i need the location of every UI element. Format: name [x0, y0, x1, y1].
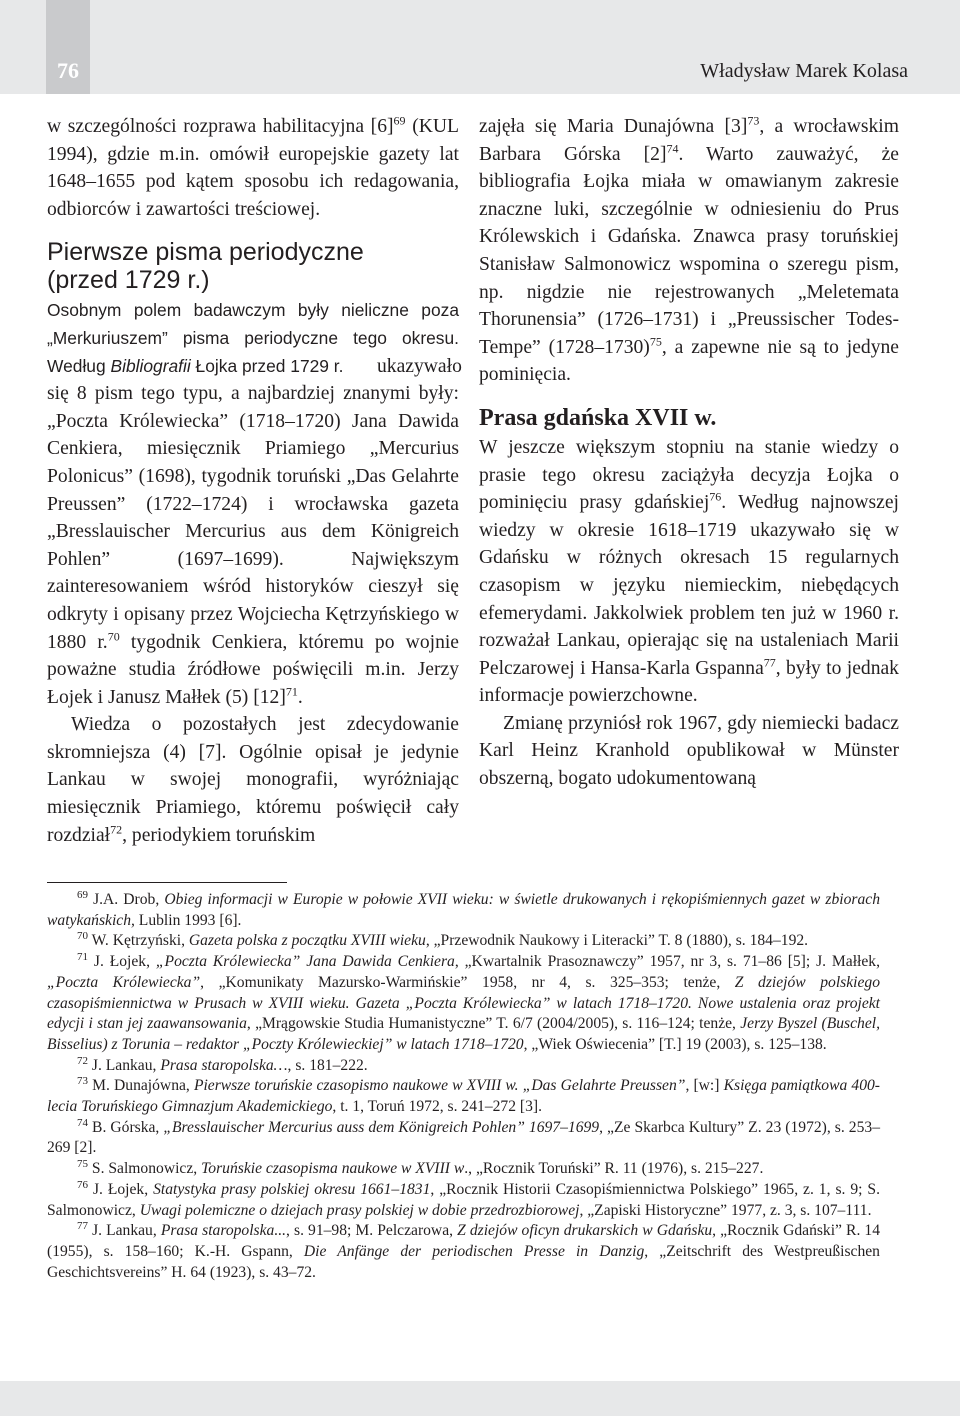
footnote: $^{74}$ B. Górska, „Bresslauischer Mercurius auss dem Königreich Pohlen” 1697–1699, „Ze Skarbca Kultury” Z. 23 (1972), s. 253–269 [2]. [47, 1116, 880, 1157]
left-column [47, 113, 462, 849]
paragraph: Zmianę przyniósł rok 1967, gdy niemiecki badacz Karl Heinz Kranhold opublikował w Münster obszerną, bogato udokumentowaną [479, 712, 899, 790]
paragraph: Osobnym polem badawczym były nieliczne poza „Merkuriuszem” pisma periodyczne tego okresu. Według Bibliografii Łojka przed 1729 r. [47, 300, 459, 376]
footnote-ref[interactable]: 77 [763, 655, 776, 670]
paragraph: Wiedza o pozostałych jest zdecydowanie skromniejsza (4) [7]. Ogólnie opisał je jedynie Lankau w swojej monografii, wyróżniając miesięcznik Priamiego, któremu poświęcił cały rozdział$^{72}$, periodykiem toruńskim [47, 714, 459, 846]
footnote: $^{75}$ S. Salmonowicz, Toruńskie czasopisma naukowe w XVIII w., „Rocznik Toruński” R. 11 (1976), s. 215–227. [77, 1157, 764, 1178]
footnote: $^{73}$ M. Dunajówna, Pierwsze toruńskie czasopismo naukowe w XVIII w. „Das Gelahrte Preussen”, [w:] Księga pamiątkowa 400-lecia Toruńskiego Gimnazjum Akademickiego, t. 1, Toruń 1972, s. 241–272 [3]. [47, 1075, 880, 1116]
running-head-author: Władysław Marek Kolasa [700, 60, 908, 82]
page-number: 76 [57, 58, 79, 83]
section-heading: Pierwsze pisma periodyczne (przed 1729 r.) [47, 238, 364, 295]
paragraph: ukazywało się 8 pism tego typu, a najbardziej znanymi były: „Poczta Królewiecka” (1718–1720) Jana Dawida Cenkiera, miesięcznik Priamiego „Mercurius Polonicus” (1698), tygodnik toruński „Das Gelahrte Preussen” (1722–1724) i wrocławska gazeta „Bresslauischer Mercurius aus dem Königreich Pohlen” (1697–1699). Największym zainteresowaniem wśród historyków cieszył się odkryty i opisany przez Wojciecha Kętrzyńskiego w 1880 r.$^{70}$ tygodnik Cenkiera, któremu po wojnie poważne studia źródłowe poświęcili m.in. Jerzy Łojek i Janusz Małłek (5) $[12]^{71}$. [47, 355, 462, 708]
footnote-ref[interactable]: 73 [747, 113, 760, 128]
footnote-ref[interactable]: 75 [649, 334, 662, 349]
footnote-ref[interactable]: 74 [666, 141, 679, 156]
footnote: $^{72}$ J. Lankau, Prasa staropolska…, s. 181–222. [77, 1054, 368, 1074]
footnote-ref[interactable]: 71 [285, 684, 298, 699]
paragraph: zajęła się Maria Dunajówna $[3]^{73}$, a wrocławskim Barbara Górska $[2]^{74}$. Warto zauważyć, że bibliografia Łojka miała w omawianym zakresie znaczne luki, szczególnie w odniesieniu do Prus Królewskich i Gdańska. Znawca prasy toruńskiej Stanisław Salmonowicz wspomina o szeregu pism, np. nigdzie nie rejestrowanych „Meletemata Thorunensia” (1726–1731) i „Preussischer Todes-Tempe” (1728–1730)$^{75}$, a zapewne nie są to jedyne pominięcia. [479, 113, 899, 386]
paragraph: w szczególności rozprawa habilitacyjna $[6]^{69}$ (KUL 1994), gdzie m.in. omówił europejskie gazety lat 1648–1655 pod kątem sposobu ich redagowania, odbiorców i zawartości treściowej. [47, 113, 459, 220]
section-heading: Prasa gdańska XVII w. [479, 404, 717, 431]
footnote: $^{77}$ J. Lankau, Prasa staropolska..., s. 91–98; M. Pelczarowa, Z dziejów oficyn drukarskich w Gdańsku, „Rocznik Gdański” R. 14 (1955), s. 158–160; K.-H. Gspann, Die Anfänge der periodischen Presse in Danzig, „Zeitschrift des Westpreußischen Geschichtsvereins” H. 64 (1923), s. 43–72. [47, 1220, 881, 1281]
paragraph: W jeszcze większym stopniu na stanie wiedzy o prasie tego okresu zaciążyła decyzja Łojka o pominięciu prasy gdańskiej$^{76}$. Według najnowszej wiedzy w okresie 1618–1719 ukazywało się w Gdańsku w różnych okresach 15 regularnych czasopism w języku niemieckim, niebędących efemerydami. Jakkolwiek problem ten już w 1960 r. rozważał Lankau, opierając się na ustaleniach Marii Pelczarowej i Hansa-Karla Gspanna$^{77}$, były to jednak informacje powierzchowne. [479, 436, 899, 707]
footnote: $^{70}$ W. Kętrzyński, Gazeta polska z początku XVIII wieku, „Przewodnik Naukowy i Literacki” T. 8 (1880), s. 184–192. [77, 930, 809, 950]
footnote: $^{76}$ J. Łojek, Statystyka prasy polskiej okresu 1661–1831, „Rocznik Historii Czasopiśmiennictwa Polskiego” 1965, z. 1, s. 9; S. Salmonowicz, Uwagi polemiczne o dziejach prasy polskiej w dobie przedrozbiorowej, „Zapiski Historyczne” 1977, z. 3, s. 107–111. [47, 1178, 880, 1219]
footnote-ref[interactable]: 69 [393, 113, 406, 128]
footnote: $^{71}$ J. Łojek, „Poczta Królewiecka” Jana Dawida Cenkiera, „Kwartalnik Prasoznawczy” 1957, nr 3, s. 71–86 [5]; J. Małłek, „Poczta Królewiecka”, „Komunikaty Mazursko-Warmińskie” 1958, nr 4, s. 325–353; tenże, Z dziejów polskiego czasopiśmiennictwa w Prusach w XVIII wieku. Gazeta „Poczta Królewiecka” w latach 1718–1720. Nowe ustalenia oraz projekt edycji i stan jej zaawansowania, „Mrągowskie Studia Humanistyczne” T. 6/7 (2004/2005), s. 116–124; tenże, Jerzy Byszel (Buschel, Bisselius) z Torunia – redaktor „Poczty Królewieckiej” w latach 1718–1720, „Wiek Oświecenia” [T.] 19 (2003), s. 125–138. [47, 950, 880, 1053]
footnotes [47, 890, 880, 1283]
footnote-ref[interactable]: 70 [107, 628, 120, 643]
footnote-ref[interactable]: 76 [709, 489, 722, 504]
footnote-ref[interactable]: 72 [110, 822, 123, 837]
right-column [479, 113, 899, 793]
page-number-tab [46, 0, 90, 94]
footer-band [0, 1381, 960, 1416]
footnote: $^{69}$ J.A. Drob, Obieg informacji w Europie w połowie XVII wieku: w świetle drukowanych i rękopiśmiennych gazet w zbiorach watykańskich, Lublin 1993 [6]. [47, 888, 880, 929]
footnote-divider [47, 882, 287, 883]
